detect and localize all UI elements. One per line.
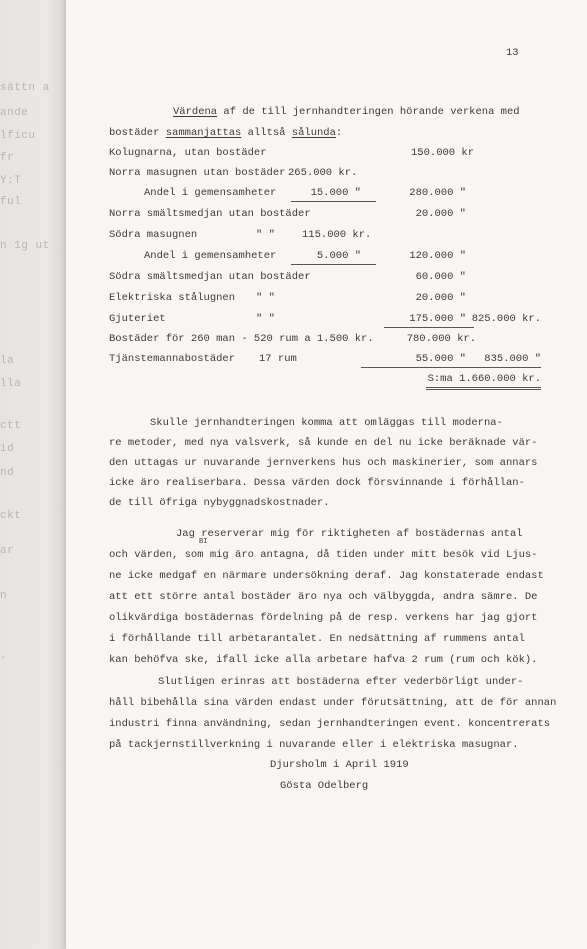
intro-lead-word: Värdena <box>173 106 218 118</box>
para-line: re metoder, med nya valsverk, så kunde en del nu icke beräknade vär- <box>109 437 538 449</box>
bleed-fragment: ar <box>0 545 15 557</box>
ledger-label: Tjänstemannabostäder <box>109 353 236 365</box>
ledger-label: Andel i gemensamheter <box>144 250 277 262</box>
bleed-fragment: nd <box>0 467 15 479</box>
ledger-col3: 20.000 " <box>415 292 466 304</box>
ledger-col3: 280.000 " <box>409 187 466 199</box>
ledger-col3: 120.000 " <box>409 250 466 262</box>
ledger-label: Kolugnarna, utan bostäder <box>109 147 267 159</box>
para-line: ne icke medgaf en närmare undersökning deraf. Jag konstaterade endast <box>109 570 544 582</box>
intro-underlined-word: sålunda <box>291 127 336 139</box>
para-line: håll bibehålla sina värden endast under förutsättning, att de för annan <box>109 697 557 709</box>
intro-underlined-word: sammanjattas <box>165 127 242 139</box>
intro-word: bostäder <box>109 127 160 139</box>
para-line: industri finna användning, sedan jernhandteringen event. koncentrerats <box>109 718 551 730</box>
bleed-fragment: n <box>0 590 8 602</box>
para-line: icke äro realiserbara. Dessa värden dock försvinnande i förhållan- <box>109 477 525 489</box>
para-line: och värden, som mig äro antagna, då tiden under mitt besök vid Ljus- <box>109 549 538 561</box>
bleed-fragment: Y:T <box>0 175 22 187</box>
ledger-ditto: " " <box>256 292 275 304</box>
ledger-ditto: " " <box>256 229 275 241</box>
intro-punct: : <box>335 127 343 139</box>
para-line: Jag reserverar mig för riktigheten af bostädernas antal <box>176 528 523 540</box>
ledger-col4: 825.000 kr. <box>471 313 541 325</box>
ledger-col3: 55.000 " <box>415 353 466 365</box>
ledger-col2: 5.000 " <box>316 250 361 262</box>
para-line: på tackjernstillverkning i nuvarande eller i elektriska masugnar. <box>109 739 519 751</box>
ledger-col3: 780.000 kr. <box>406 333 476 345</box>
intro-line-1-rest: af de till jernhandteringen hörande verkena med <box>223 106 520 118</box>
intro-line-2 <box>109 127 342 140</box>
grand-total: S:ma 1.660.000 kr. <box>427 373 541 385</box>
ledger-label: Elektriska stålugnen <box>109 292 236 304</box>
intro-word: alltså <box>247 127 286 139</box>
ledger-ditto: " " <box>256 313 275 325</box>
bleed-fragment: sättn a <box>0 82 50 94</box>
total-rule <box>426 387 541 388</box>
para-line: i förhållande till arbetarantalet. En nedsättning af rummens antal <box>109 633 525 645</box>
previous-page-bleed <box>0 0 66 949</box>
para-line: Slutligen erinras att bostäderna efter vederbörligt under- <box>158 676 524 688</box>
subtotal-rule <box>384 327 474 328</box>
signature: Gösta Odelberg <box>280 780 369 792</box>
ledger-label: Bostäder för 260 man - 520 rum a 1.500 kr. <box>109 333 374 345</box>
para-line: den uttagas ur nuvarande jernverkens hus och maskinerier, som annars <box>109 457 538 469</box>
intro-line-1 <box>173 106 520 119</box>
ledger-label: Södra masugnen <box>109 229 198 241</box>
bleed-fragment: . <box>0 650 8 662</box>
document-page <box>66 0 587 949</box>
para-line: att ett större antal bostäder äro nya och välbyggda, andra sämre. De <box>109 591 538 603</box>
ledger-col3: 175.000 " <box>409 313 466 325</box>
bleed-fragment: ande <box>0 107 29 119</box>
bleed-fragment: n 1g ut <box>0 240 50 252</box>
ledger-label: Norra smältsmedjan utan bostäder <box>109 208 311 220</box>
ledger-ditto: 17 rum <box>259 353 297 365</box>
bleed-fragment: id <box>0 443 15 455</box>
ledger-label: Norra masugnen utan bostäder <box>109 167 286 179</box>
bleed-fragment: ckt <box>0 510 22 522</box>
bleed-fragment: lla <box>0 378 22 390</box>
ledger-label: Södra smältsmedjan utan bostäder <box>109 271 311 283</box>
ledger-label: Gjuteriet <box>109 313 166 325</box>
bleed-fragment: ctt <box>0 420 22 432</box>
subtotal-rule <box>476 367 541 368</box>
place-date: Djursholm i April 1919 <box>270 759 409 771</box>
total-rule-double <box>426 389 541 390</box>
bleed-fragment: fr <box>0 152 15 164</box>
bleed-fragment: ful <box>0 196 22 208</box>
para-line: kan behöfva ske, ifall icke alla arbetare hafva 2 rum (rum och kök). <box>109 654 538 666</box>
para-line: Skulle jernhandteringen komma att omläggas till moderna- <box>150 417 503 429</box>
page-number: 13 <box>506 47 519 59</box>
bleed-fragment: la <box>0 355 15 367</box>
ledger-col3: 60.000 " <box>415 271 466 283</box>
insertion-mark: BI <box>199 538 208 546</box>
ledger-col3: 150.000 kr <box>411 147 475 159</box>
ledger-col4: 835.000 " <box>484 353 541 365</box>
bleed-fragment: lficu <box>0 130 36 142</box>
subtotal-rule <box>291 201 376 202</box>
para-line: olikvärdiga bostädernas fördelning på de resp. verkens har jag gjort <box>109 612 538 624</box>
ledger-col2: 115.000 kr. <box>302 229 372 241</box>
subtotal-rule <box>291 264 376 265</box>
ledger-col2: 265.000 kr. <box>288 167 358 179</box>
para-line: de till öfriga nybyggnadskostnader. <box>109 497 330 509</box>
subtotal-rule <box>361 367 476 368</box>
ledger-col2: 15.000 " <box>310 187 361 199</box>
ledger-label: Andel i gemensamheter <box>144 187 277 199</box>
ledger-col3: 20.000 " <box>415 208 466 220</box>
